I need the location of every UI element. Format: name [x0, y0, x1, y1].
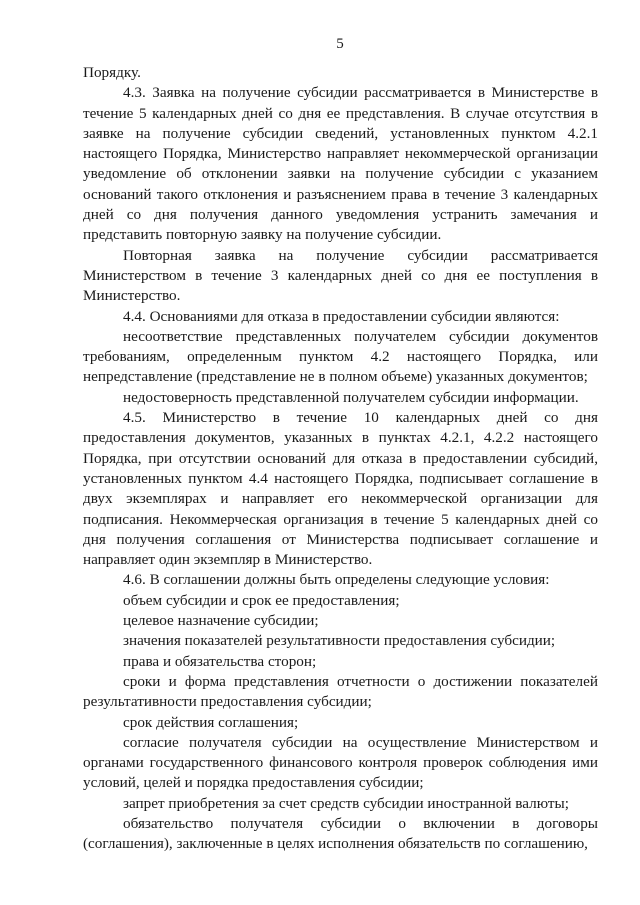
paragraph: запрет приобретения за счет средств субсидии иностранной валюты; [123, 794, 569, 812]
paragraph: Повторная заявка на получение субсидии рассматривается Министерством в течение 3 календарных дней со дня ее поступления в Министерство. [83, 246, 598, 305]
paragraph: несоответствие представленных получателем субсидии документов требованиям, определенным пунктом 4.2 настоящего Порядка, или непредставление (представление не в полном объеме) указанных документов; [83, 327, 598, 386]
paragraph: объем субсидии и срок ее предоставления; [123, 591, 400, 609]
paragraph: 4.5. Министерство в течение 10 календарных дней со дня предоставления документов, указанных в пунктах 4.2.1, 4.2.2 настоящего Порядка, при отсутствии оснований для отказа в предоставлении субсидий, установленных пунктом 4.4 настоящего Порядка, подписывает соглашение в двух экземплярах и направляет его некоммерческой организации для подписания. Некоммерческая организация в течение 5 календарных дней со дня получения соглашения от Министерства подписывает соглашение и направляет один экземпляр в Министерство. [83, 409, 598, 569]
paragraph: права и обязательства сторон; [123, 652, 317, 670]
paragraph: обязательство получателя субсидии о включении в договоры (соглашения), заключенные в целях исполнения обязательств по соглашению, [83, 814, 598, 853]
page-number: 5 [336, 36, 344, 52]
document-body [83, 63, 598, 855]
paragraph: целевое назначение субсидии; [123, 612, 319, 630]
paragraph: срок действия соглашения; [123, 713, 299, 731]
paragraph: сроки и форма представления отчетности о достижении показателей результативности предоставления субсидии; [83, 672, 598, 711]
paragraph: 4.4. Основаниями для отказа в предоставлении субсидии являются: [123, 307, 560, 325]
paragraph: значения показателей результативности предоставления субсидии; [123, 632, 556, 650]
paragraph: согласие получателя субсидии на осуществление Министерством и органами государственного финансового контроля проверок соблюдения ими условий, целей и порядка предоставления субсидии; [83, 733, 598, 792]
paragraph: Порядку. [83, 64, 141, 81]
paragraph: 4.6. В соглашении должны быть определены следующие условия: [123, 571, 550, 589]
paragraph: недостоверность представленной получателем субсидии информации. [123, 388, 579, 406]
paragraph: 4.3. Заявка на получение субсидии рассматривается в Министерстве в течение 5 календарных дней со дня ее представления. В случае отсутствия в заявке на получение субсидии сведений, установленных пунктом 4.2.1 настоящего Порядка, Министерство направляет некоммерческой организации уведомление об отклонении заявки на получение субсидии с указанием оснований такого отклонения и разъяснением права в течение 3 календарных дней со дня получения данного уведомления устранить замечания и представить повторную заявку на получение субсидии. [83, 84, 598, 244]
